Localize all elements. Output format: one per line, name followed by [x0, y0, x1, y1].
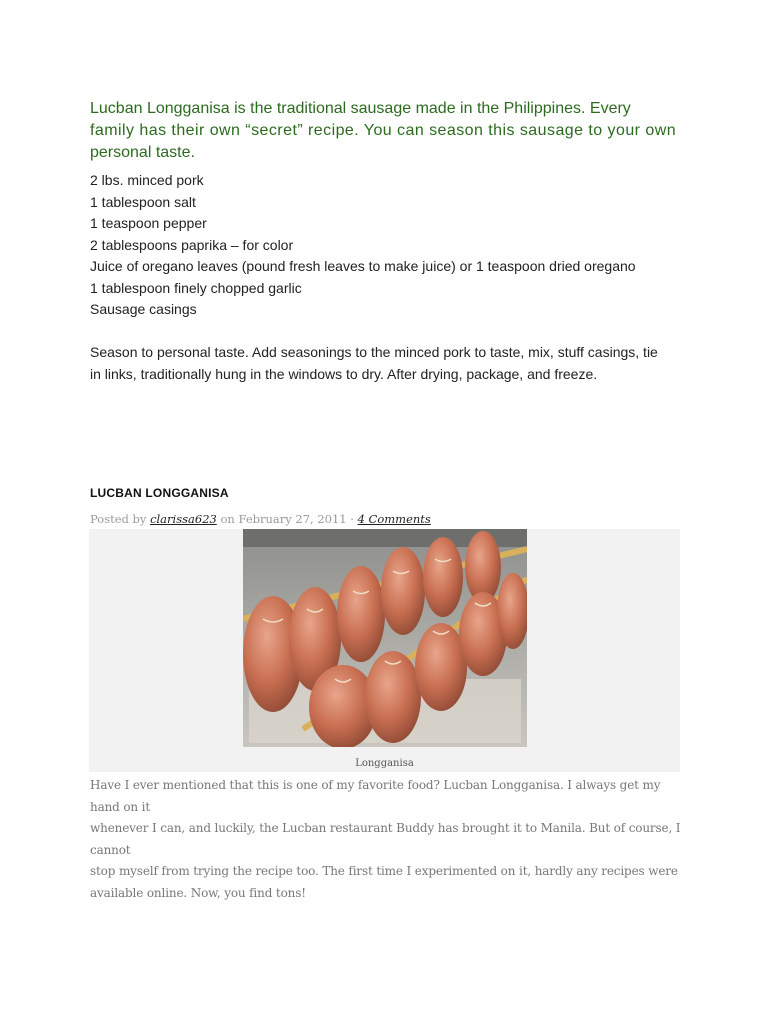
- author-link[interactable]: clarissa623: [150, 512, 217, 526]
- post-body: [90, 775, 690, 904]
- longganisa-photo[interactable]: [243, 529, 527, 747]
- post-title[interactable]: LUCBAN LONGGANISA: [90, 486, 229, 500]
- post-meta: [90, 512, 431, 526]
- comments-link[interactable]: 4 Comments: [357, 512, 431, 526]
- ingredient-item: Juice of oregano leaves (pound fresh leaves to make juice) or 1 teaspoon dried oregano: [90, 258, 636, 274]
- photo-caption: Longganisa: [355, 758, 414, 769]
- post-date: on February 27, 2011 ·: [216, 512, 358, 526]
- ingredient-item: 1 teaspoon pepper: [90, 215, 207, 231]
- intro-line-3: personal taste.: [90, 144, 195, 161]
- ingredient-list: [90, 170, 690, 321]
- recipe-section: [90, 98, 690, 385]
- intro-paragraph: [90, 98, 690, 164]
- ingredient-item: 1 tablespoon finely chopped garlic: [90, 279, 302, 296]
- method-line-1: Season to personal taste. Add seasonings to the minced pork to taste, mix, stuff casings, tie: [90, 343, 658, 360]
- intro-line-2: family has their own “secret” recipe. You can season this sausage to your own: [90, 122, 677, 139]
- ingredient-item: 2 tablespoons paprika – for color: [90, 236, 294, 253]
- ingredient-item: 2 lbs. minced pork: [90, 172, 204, 188]
- ingredient-item: 1 tablespoon salt: [90, 193, 196, 210]
- body-line-1: Have I ever mentioned that this is one of my favorite food? Lucban Longganisa. I always get my hand on it: [90, 778, 661, 814]
- body-line-4: available online. Now, you find tons!: [90, 885, 306, 900]
- method-line-2: in links, traditionally hung in the windows to dry. After drying, package, and freeze.: [90, 365, 598, 382]
- body-line-3: stop myself from trying the recipe too. The first time I experimented on it, hardly any recipes were: [90, 864, 678, 878]
- ingredient-item: Sausage casings: [90, 301, 197, 317]
- intro-line-1: Lucban Longganisa is the traditional sausage made in the Philippines. Every: [90, 100, 631, 117]
- method-paragraph: [90, 341, 690, 385]
- photo-figure: [89, 529, 680, 772]
- body-line-2: whenever I can, and luckily, the Lucban restaurant Buddy has brought it to Manila. But of course, I cannot: [90, 821, 681, 857]
- posted-by-label: Posted by: [90, 512, 151, 526]
